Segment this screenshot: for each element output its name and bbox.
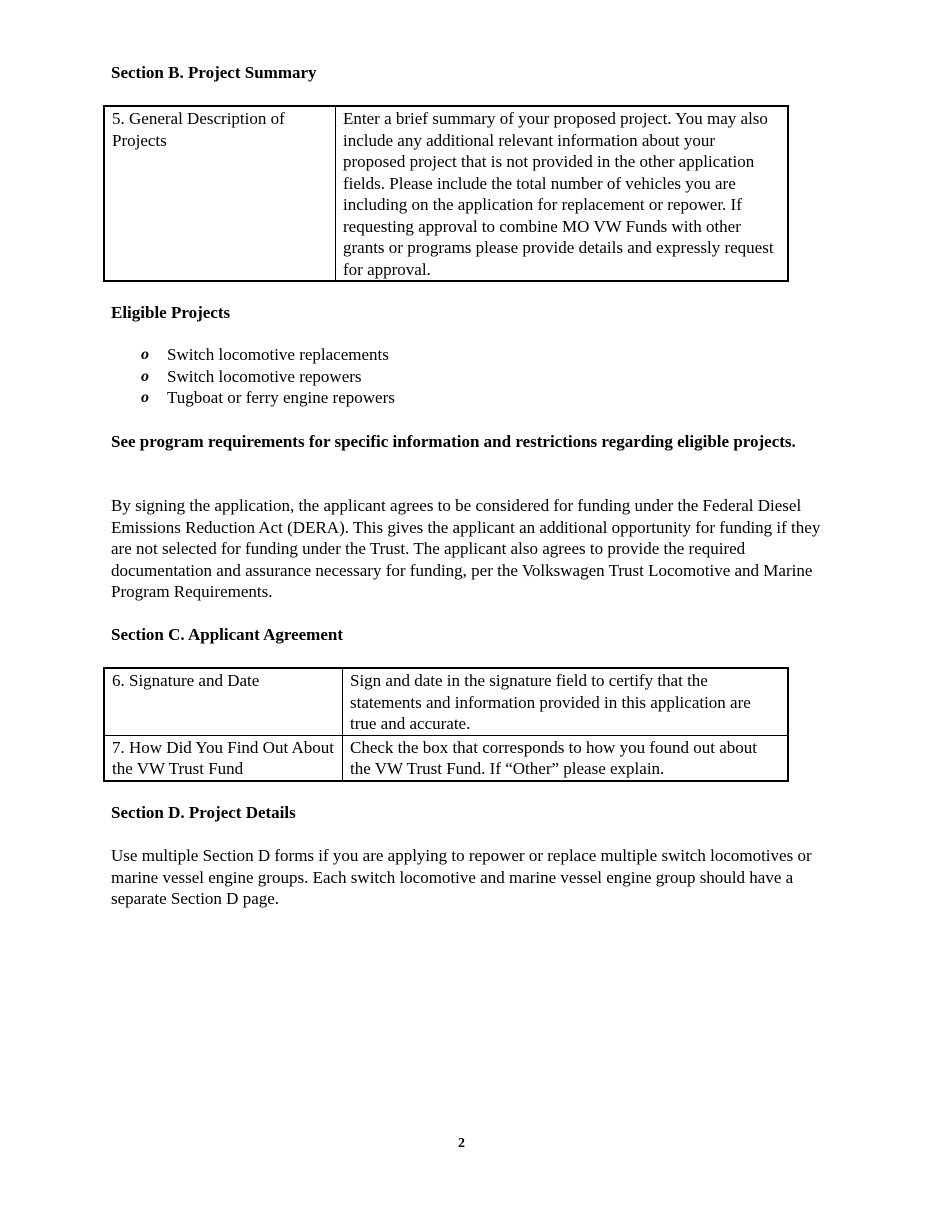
signature-date-label: 6. Signature and Date bbox=[104, 668, 343, 735]
section-d-heading: Section D. Project Details bbox=[111, 803, 296, 822]
find-out-label: 7. How Did You Find Out About the VW Trust Fund bbox=[104, 735, 343, 781]
section-b-heading: Section B. Project Summary bbox=[111, 63, 317, 82]
general-description-label: 5. General Description of Projects bbox=[104, 106, 336, 281]
dera-paragraph: By signing the application, the applicant agrees to be considered for funding under the Federal Diesel Emissions Reduction Act (DERA). This gives the applicant an additional opportunity for funding if they are not selected for funding under the Trust. The applicant also agrees to provide the required documentation and assurance necessary for funding, per the Volkswagen Trust Locomotive and Marine Program Requirements. bbox=[111, 496, 821, 601]
section-b-table bbox=[103, 105, 789, 282]
eligible-projects-heading: Eligible Projects bbox=[111, 303, 231, 322]
list-item-text: Tugboat or ferry engine repowers bbox=[167, 388, 395, 407]
list-item bbox=[141, 387, 641, 409]
eligible-projects-list bbox=[141, 344, 641, 409]
bullet-icon: o bbox=[141, 367, 149, 385]
general-description-text: Enter a brief summary of your proposed project. You may also include any additional relevant information about your proposed project that is not provided in the other application fields. Please include the total number of vehicles you are including on the application for replacement or repower. If requesting approval to combine MO VW Funds with other grants or programs please provide details and expressly request for approval. bbox=[336, 106, 789, 281]
section-d-paragraph: Use multiple Section D forms if you are applying to repower or replace multiple switch locomotives or marine vessel engine groups. Each switch locomotive and marine vessel engine group should have a separate Section D page. bbox=[111, 846, 812, 908]
requirements-note: See program requirements for specific information and restrictions regarding eligible projects. bbox=[111, 432, 796, 451]
page-number: 2 bbox=[458, 1136, 465, 1151]
list-item-text: Switch locomotive repowers bbox=[167, 366, 362, 386]
bullet-icon: o bbox=[141, 346, 149, 363]
table-row bbox=[104, 668, 788, 735]
find-out-text: Check the box that corresponds to how you found out about the VW Trust Fund. If “Other” please explain. bbox=[343, 735, 789, 781]
table-row bbox=[104, 106, 788, 281]
section-c-heading: Section C. Applicant Agreement bbox=[111, 625, 344, 644]
bullet-icon: o bbox=[141, 389, 149, 406]
list-item bbox=[141, 344, 641, 366]
signature-date-text: Sign and date in the signature field to certify that the statements and information provided in this application are true and accurate. bbox=[343, 668, 789, 735]
list-item bbox=[141, 366, 641, 388]
section-c-table bbox=[103, 667, 789, 782]
list-item-text: Switch locomotive replacements bbox=[167, 345, 389, 364]
table-row bbox=[104, 735, 788, 781]
